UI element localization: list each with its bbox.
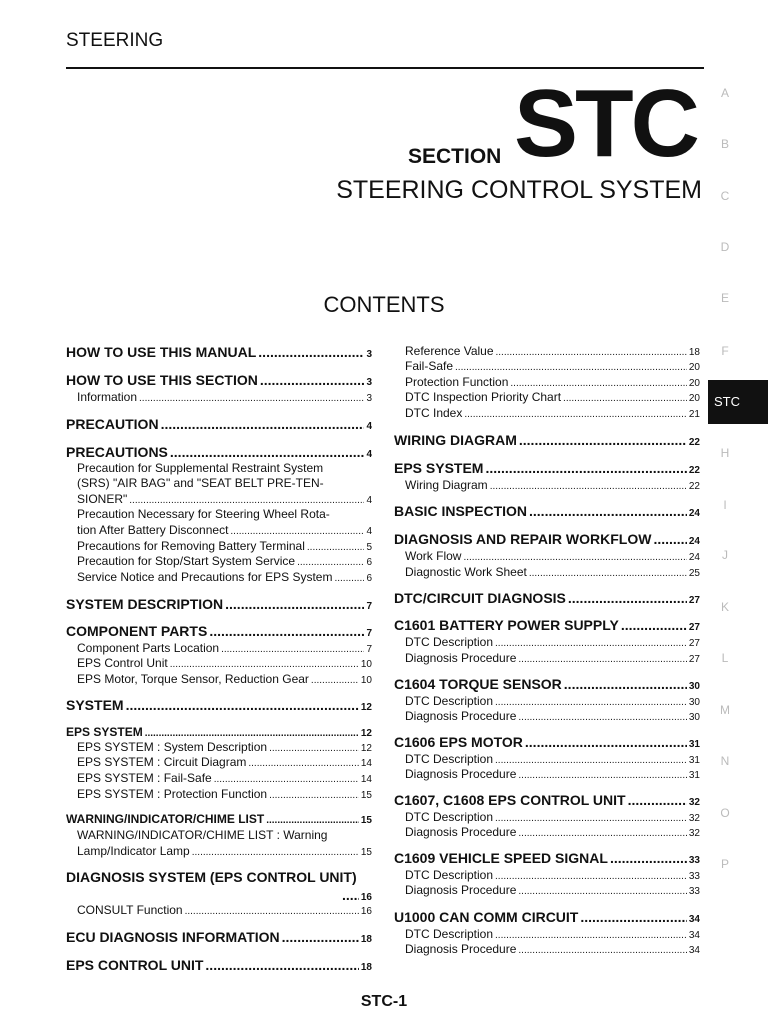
toc-entry[interactable]: EPS Control Unit ..... 10	[77, 656, 372, 670]
toc-entry[interactable]: SYSTEM DESCRIPTION ..... 7	[66, 596, 372, 612]
toc-entry-line[interactable]: DIAGNOSIS SYSTEM (EPS CONTROL UNIT)	[66, 869, 357, 885]
toc-entry[interactable]: EPS SYSTEM : Fail-Safe ..... 14	[77, 771, 372, 785]
toc-entry[interactable]: EPS SYSTEM : Protection Function ..... 15	[77, 787, 372, 801]
toc-entry[interactable]: Work Flow ..... 24	[405, 549, 700, 563]
toc-entry[interactable]: DTC Description ..... 30	[405, 694, 700, 708]
toc-entry[interactable]: Diagnosis Procedure ..... 31	[405, 767, 700, 781]
toc-entry[interactable]: EPS Motor, Torque Sensor, Reduction Gear ..... 10	[77, 672, 372, 686]
toc-entry[interactable]: PRECAUTIONS ..... 4	[66, 444, 372, 460]
toc-entry[interactable]: Reference Value ..... 18	[405, 344, 700, 358]
toc-entry[interactable]: Protection Function ..... 20	[405, 375, 700, 389]
toc-entry[interactable]: PRECAUTION ..... 4	[66, 416, 372, 432]
toc-entry[interactable]: C1609 VEHICLE SPEED SIGNAL ..... 33	[394, 850, 700, 866]
toc-entry[interactable]: COMPONENT PARTS ..... 7	[66, 623, 372, 639]
side-tab-i[interactable]: I	[723, 498, 727, 512]
toc-entry[interactable]: C1606 EPS MOTOR ..... 31	[394, 734, 700, 750]
toc-entry[interactable]: DTC Description ..... 33	[405, 868, 700, 882]
section-title: STEERING CONTROL SYSTEM	[336, 176, 702, 204]
toc-entry[interactable]: Diagnosis Procedure ..... 33	[405, 883, 700, 897]
toc-entry[interactable]: Diagnosis Procedure ..... 30	[405, 709, 700, 723]
page-number: STC-1	[360, 993, 408, 1010]
toc-entry-line[interactable]: Precaution for Supplemental Restraint System	[77, 461, 324, 475]
toc-entry[interactable]: Precaution for Stop/Start System Service ..... 6	[77, 554, 372, 568]
toc-entry[interactable]: HOW TO USE THIS MANUAL ..... 3	[66, 344, 372, 360]
toc-entry[interactable]: DIAGNOSIS AND REPAIR WORKFLOW ..... 24	[394, 531, 700, 547]
toc-entry[interactable]: EPS SYSTEM : System Description ..... 12	[77, 740, 372, 754]
toc-entry[interactable]: CONSULT Function ..... 16	[77, 903, 372, 917]
side-tab-k[interactable]: K	[720, 600, 729, 614]
side-tab-n[interactable]: N	[720, 754, 730, 768]
toc-entry[interactable]: C1604 TORQUE SENSOR ..... 30	[394, 676, 700, 692]
toc-entry[interactable]: DTC Description ..... 34	[405, 927, 700, 941]
toc-entry[interactable]: DTC Description ..... 32	[405, 810, 700, 824]
toc-entry[interactable]: EPS SYSTEM ..... 12	[66, 725, 372, 739]
toc-entry-line[interactable]: (SRS) "AIR BAG" and "SEAT BELT PRE-TEN-	[77, 476, 324, 490]
toc-entry[interactable]: DTC Description ..... 27	[405, 635, 700, 649]
side-tab-f[interactable]: F	[721, 344, 729, 358]
toc-entry[interactable]: Diagnosis Procedure ..... 27	[405, 651, 700, 665]
side-tab-h[interactable]: H	[720, 446, 730, 460]
toc-entry[interactable]: DTC Description ..... 31	[405, 752, 700, 766]
toc-entry[interactable]: DTC/CIRCUIT DIAGNOSIS ..... 27	[394, 590, 700, 606]
side-tab-p[interactable]: P	[720, 857, 729, 871]
toc-entry[interactable]: Lamp/Indicator Lamp ..... 15	[77, 844, 372, 858]
toc-entry[interactable]: ECU DIAGNOSIS INFORMATION ..... 18	[66, 929, 372, 945]
toc-entry[interactable]: Precautions for Removing Battery Terminal ..... 5	[77, 539, 372, 553]
section-code: STC	[514, 70, 697, 177]
side-tab-o[interactable]: O	[720, 806, 730, 820]
toc-entry[interactable]: Wiring Diagram ..... 22	[405, 478, 700, 492]
side-tab-m[interactable]: M	[720, 703, 730, 717]
contents-title: CONTENTS	[323, 292, 445, 317]
toc-entry[interactable]: HOW TO USE THIS SECTION ..... 3	[66, 372, 372, 388]
toc-entry[interactable]: C1607, C1608 EPS CONTROL UNIT ..... 32	[394, 792, 700, 808]
section-word: SECTION	[408, 145, 502, 168]
side-tab-d[interactable]: D	[720, 240, 730, 254]
side-tab-e[interactable]: E	[720, 291, 729, 305]
toc-entry[interactable]: Fail-Safe ..... 20	[405, 359, 700, 373]
side-tab-b[interactable]: B	[720, 137, 729, 151]
side-tab-a[interactable]: A	[720, 86, 729, 100]
toc-entry[interactable]: Component Parts Location ..... 7	[77, 641, 372, 655]
toc-entry[interactable]: ..... 16	[340, 887, 372, 903]
side-tab-j[interactable]: J	[722, 548, 728, 562]
toc-entry[interactable]: Diagnosis Procedure ..... 34	[405, 942, 700, 956]
toc-entry[interactable]: WARNING/INDICATOR/CHIME LIST ..... 15	[66, 812, 372, 826]
toc-entry[interactable]: SIONER" ..... 4	[77, 492, 372, 506]
toc-entry-line[interactable]: WARNING/INDICATOR/CHIME LIST : Warning	[77, 828, 328, 842]
toc-entry[interactable]: Service Notice and Precautions for EPS System ..... 6	[77, 570, 372, 584]
toc-entry[interactable]: EPS SYSTEM : Circuit Diagram ..... 14	[77, 755, 372, 769]
toc-entry[interactable]: EPS CONTROL UNIT ..... 18	[66, 957, 372, 973]
toc-entry[interactable]: DTC Index ..... 21	[405, 406, 700, 420]
toc-entry-line[interactable]: Precaution Necessary for Steering Wheel Rota-	[77, 507, 330, 521]
toc-entry[interactable]: SYSTEM ..... 12	[66, 697, 372, 713]
toc-entry[interactable]: tion After Battery Disconnect ..... 4	[77, 523, 372, 537]
header-label: STEERING	[66, 30, 164, 51]
side-tab-c[interactable]: C	[720, 189, 730, 203]
toc-entry[interactable]: Diagnosis Procedure ..... 32	[405, 825, 700, 839]
toc-entry[interactable]: BASIC INSPECTION ..... 24	[394, 503, 700, 519]
toc-entry[interactable]: Information ..... 3	[77, 390, 372, 404]
toc-entry[interactable]: U1000 CAN COMM CIRCUIT ..... 34	[394, 909, 700, 925]
side-tab-active-stc[interactable]: STC	[708, 380, 768, 424]
toc-entry[interactable]: DTC Inspection Priority Chart ..... 20	[405, 390, 700, 404]
toc-entry[interactable]: C1601 BATTERY POWER SUPPLY ..... 27	[394, 617, 700, 633]
toc-entry[interactable]: Diagnostic Work Sheet ..... 25	[405, 565, 700, 579]
toc-entry[interactable]: EPS SYSTEM ..... 22	[394, 460, 700, 476]
toc-entry[interactable]: WIRING DIAGRAM ..... 22	[394, 432, 700, 448]
side-tab-l[interactable]: L	[721, 651, 729, 665]
header-rule	[66, 67, 704, 69]
